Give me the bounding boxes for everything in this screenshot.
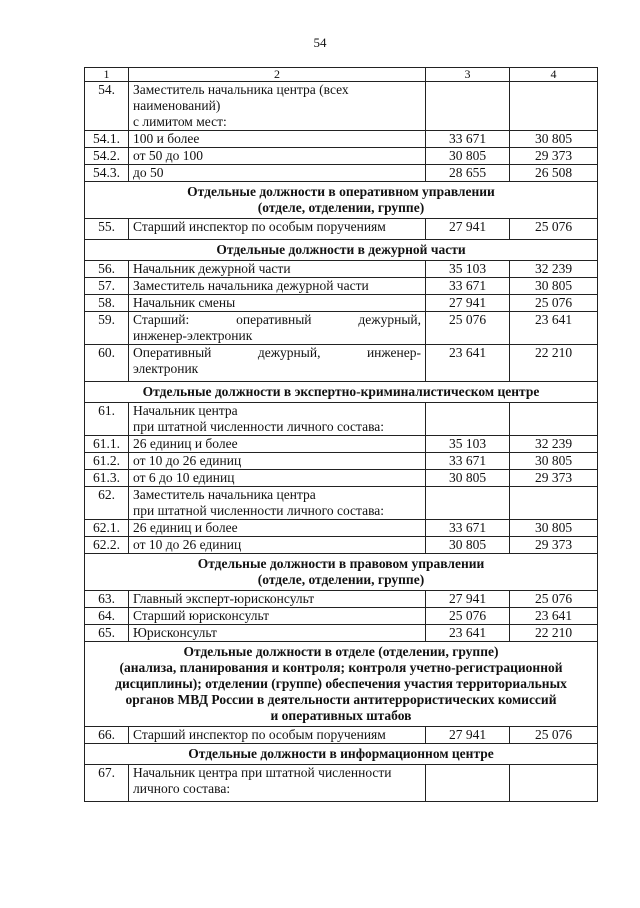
salary-value-col4 — [510, 82, 598, 131]
table-row — [85, 131, 598, 148]
position-name-line: инженер-электроник — [133, 328, 253, 343]
salary-value-col3 — [426, 82, 510, 131]
row-number: 63. — [85, 591, 129, 608]
position-name — [129, 312, 426, 345]
position-name-line: 26 единиц и более — [133, 436, 238, 451]
position-name — [129, 82, 426, 131]
position-name — [129, 261, 426, 278]
position-name-line: Начальник центра при штатной численности — [133, 765, 392, 780]
position-name — [129, 148, 426, 165]
table-row — [85, 453, 598, 470]
section-header-row — [85, 744, 598, 765]
section-title-line: Отдельные должности в экспертно-криминалистическом центре — [142, 384, 540, 399]
salary-value-col4: 23 641 — [510, 608, 598, 625]
salary-value-col4: 22 210 — [510, 625, 598, 642]
salary-value-col4: 25 076 — [510, 219, 598, 240]
salary-value-col3: 23 641 — [426, 345, 510, 382]
row-number: 62.2. — [85, 537, 129, 554]
position-name — [129, 487, 426, 520]
table-body — [85, 82, 598, 802]
row-number: 61.3. — [85, 470, 129, 487]
salary-value-col3: 30 805 — [426, 148, 510, 165]
position-name-line: от 6 до 10 единиц — [133, 470, 235, 485]
row-number: 66. — [85, 727, 129, 744]
position-name-line: Оперативный дежурный, инженер- — [133, 345, 421, 360]
position-name — [129, 436, 426, 453]
row-number: 58. — [85, 295, 129, 312]
position-name — [129, 520, 426, 537]
section-title-line: и оперативных штабов — [270, 708, 412, 723]
position-name — [129, 403, 426, 436]
salary-value-col4 — [510, 765, 598, 802]
section-header-row — [85, 240, 598, 261]
table-row — [85, 537, 598, 554]
table-row — [85, 591, 598, 608]
position-name-line: Заместитель начальника дежурной части — [133, 278, 369, 293]
salary-value-col4: 30 805 — [510, 520, 598, 537]
header-cell-4: 4 — [510, 68, 598, 82]
position-name-line: от 10 до 26 единиц — [133, 453, 242, 468]
position-name-line: наименований) — [133, 98, 221, 113]
salary-value-col3: 30 805 — [426, 537, 510, 554]
table-row — [85, 295, 598, 312]
section-title-line: Отдельные должности в правовом управлении — [197, 556, 485, 571]
salary-value-col3: 35 103 — [426, 261, 510, 278]
section-title — [85, 240, 598, 261]
salary-value-col3: 25 076 — [426, 608, 510, 625]
position-name-line: Старший юрисконсульт — [133, 608, 270, 623]
section-header-row — [85, 554, 598, 591]
salary-value-col4: 23 641 — [510, 312, 598, 345]
position-name-line: 100 и более — [133, 131, 200, 146]
table-row — [85, 487, 598, 520]
position-name — [129, 295, 426, 312]
row-number: 64. — [85, 608, 129, 625]
table-row — [85, 608, 598, 625]
salary-value-col4: 25 076 — [510, 295, 598, 312]
table-row — [85, 403, 598, 436]
row-number: 54.3. — [85, 165, 129, 182]
salary-value-col4: 29 373 — [510, 537, 598, 554]
section-title-line: органов МВД России в деятельности антитеррористических комиссий — [125, 692, 557, 707]
table-row — [85, 312, 598, 345]
position-name — [129, 470, 426, 487]
row-number: 54.1. — [85, 131, 129, 148]
salary-value-col3: 33 671 — [426, 453, 510, 470]
salary-value-col3: 33 671 — [426, 278, 510, 295]
section-header-row — [85, 382, 598, 403]
table-row — [85, 470, 598, 487]
position-name — [129, 165, 426, 182]
position-name — [129, 591, 426, 608]
salary-value-col4 — [510, 487, 598, 520]
position-name-line: при штатной численности личного состава: — [133, 503, 385, 518]
row-number: 65. — [85, 625, 129, 642]
salary-value-col4: 30 805 — [510, 131, 598, 148]
section-title-line: (отделе, отделении, группе) — [257, 200, 425, 215]
table-row — [85, 165, 598, 182]
row-number: 61. — [85, 403, 129, 436]
salary-value-col4: 25 076 — [510, 727, 598, 744]
position-name-line: Главный эксперт-юрисконсульт — [133, 591, 315, 606]
position-name-line: Старший инспектор по особым поручениям — [133, 727, 386, 742]
salary-value-col3: 25 076 — [426, 312, 510, 345]
table-row — [85, 345, 598, 382]
row-number: 54.2. — [85, 148, 129, 165]
salary-value-col3: 27 941 — [426, 219, 510, 240]
section-header-row — [85, 642, 598, 727]
position-name — [129, 345, 426, 382]
position-name — [129, 765, 426, 802]
table-row — [85, 436, 598, 453]
position-name — [129, 219, 426, 240]
position-name-line: Старший: оперативный дежурный, — [133, 312, 421, 327]
page-number: 54 — [313, 35, 327, 50]
table-row — [85, 82, 598, 131]
row-number: 57. — [85, 278, 129, 295]
position-name-line: электроник — [133, 361, 199, 376]
salary-table — [84, 67, 598, 802]
salary-value-col4: 30 805 — [510, 278, 598, 295]
salary-value-col3: 30 805 — [426, 470, 510, 487]
position-name-line: от 10 до 26 единиц — [133, 537, 242, 552]
position-name — [129, 625, 426, 642]
salary-value-col3: 33 671 — [426, 131, 510, 148]
salary-value-col3: 27 941 — [426, 727, 510, 744]
position-name-line: до 50 — [133, 165, 164, 180]
position-name-line: Заместитель начальника центра — [133, 487, 316, 502]
salary-value-col3: 35 103 — [426, 436, 510, 453]
table-row — [85, 727, 598, 744]
section-title — [85, 382, 598, 403]
row-number: 59. — [85, 312, 129, 345]
table-row — [85, 148, 598, 165]
salary-value-col4: 32 239 — [510, 261, 598, 278]
section-title — [85, 554, 598, 591]
header-cell-2: 2 — [129, 68, 426, 82]
section-title — [85, 182, 598, 219]
header-cell-3: 3 — [426, 68, 510, 82]
section-header-row — [85, 182, 598, 219]
table-row — [85, 261, 598, 278]
salary-value-col4: 32 239 — [510, 436, 598, 453]
section-title — [85, 642, 598, 727]
salary-value-col4 — [510, 403, 598, 436]
row-number: 67. — [85, 765, 129, 802]
position-name-line: от 50 до 100 — [133, 148, 203, 163]
position-name-line: Начальник смены — [133, 295, 236, 310]
salary-value-col4: 22 210 — [510, 345, 598, 382]
row-number: 55. — [85, 219, 129, 240]
section-title-line: дисциплины); отделении (группе) обеспечения участия территориальных — [115, 676, 567, 691]
salary-value-col3 — [426, 487, 510, 520]
row-number: 62. — [85, 487, 129, 520]
table-header-row — [85, 68, 598, 82]
row-number: 54. — [85, 82, 129, 131]
row-number: 61.1. — [85, 436, 129, 453]
position-name-line: Начальник дежурной части — [133, 261, 291, 276]
row-number: 61.2. — [85, 453, 129, 470]
salary-value-col3: 28 655 — [426, 165, 510, 182]
table-row — [85, 219, 598, 240]
salary-value-col4: 30 805 — [510, 453, 598, 470]
table-row — [85, 765, 598, 802]
table-row — [85, 625, 598, 642]
position-name-line: Юрисконсульт — [133, 625, 217, 640]
row-number: 56. — [85, 261, 129, 278]
section-title-line: Отдельные должности в дежурной части — [216, 242, 466, 257]
salary-value-col3: 33 671 — [426, 520, 510, 537]
salary-value-col4: 25 076 — [510, 591, 598, 608]
position-name — [129, 727, 426, 744]
row-number: 60. — [85, 345, 129, 382]
section-title-line: (анализа, планирования и контроля; контроля учетно-регистрационной — [119, 660, 563, 675]
section-title-line: Отдельные должности в информационном центре — [188, 746, 494, 761]
salary-value-col4: 29 373 — [510, 148, 598, 165]
salary-value-col3: 23 641 — [426, 625, 510, 642]
position-name-line: Заместитель начальника центра (всех — [133, 82, 349, 97]
position-name-line: с лимитом мест: — [133, 114, 227, 129]
header-cell-1: 1 — [85, 68, 129, 82]
salary-value-col3 — [426, 765, 510, 802]
table-row — [85, 278, 598, 295]
salary-value-col3 — [426, 403, 510, 436]
position-name-line: Начальник центра — [133, 403, 238, 418]
position-name-line: личного состава: — [133, 781, 231, 796]
table-row — [85, 520, 598, 537]
position-name — [129, 453, 426, 470]
position-name — [129, 537, 426, 554]
section-title-line: Отдельные должности в отделе (отделении, группе) — [183, 644, 499, 659]
position-name-line: 26 единиц и более — [133, 520, 238, 535]
salary-value-col3: 27 941 — [426, 295, 510, 312]
position-name-line: Старший инспектор по особым поручениям — [133, 219, 386, 234]
section-title — [85, 744, 598, 765]
salary-value-col4: 29 373 — [510, 470, 598, 487]
salary-value-col4: 26 508 — [510, 165, 598, 182]
position-name — [129, 278, 426, 295]
position-name — [129, 131, 426, 148]
salary-value-col3: 27 941 — [426, 591, 510, 608]
section-title-line: (отделе, отделении, группе) — [257, 572, 425, 587]
position-name-line: при штатной численности личного состава: — [133, 419, 385, 434]
section-title-line: Отдельные должности в оперативном управлении — [187, 184, 495, 199]
row-number: 62.1. — [85, 520, 129, 537]
position-name — [129, 608, 426, 625]
